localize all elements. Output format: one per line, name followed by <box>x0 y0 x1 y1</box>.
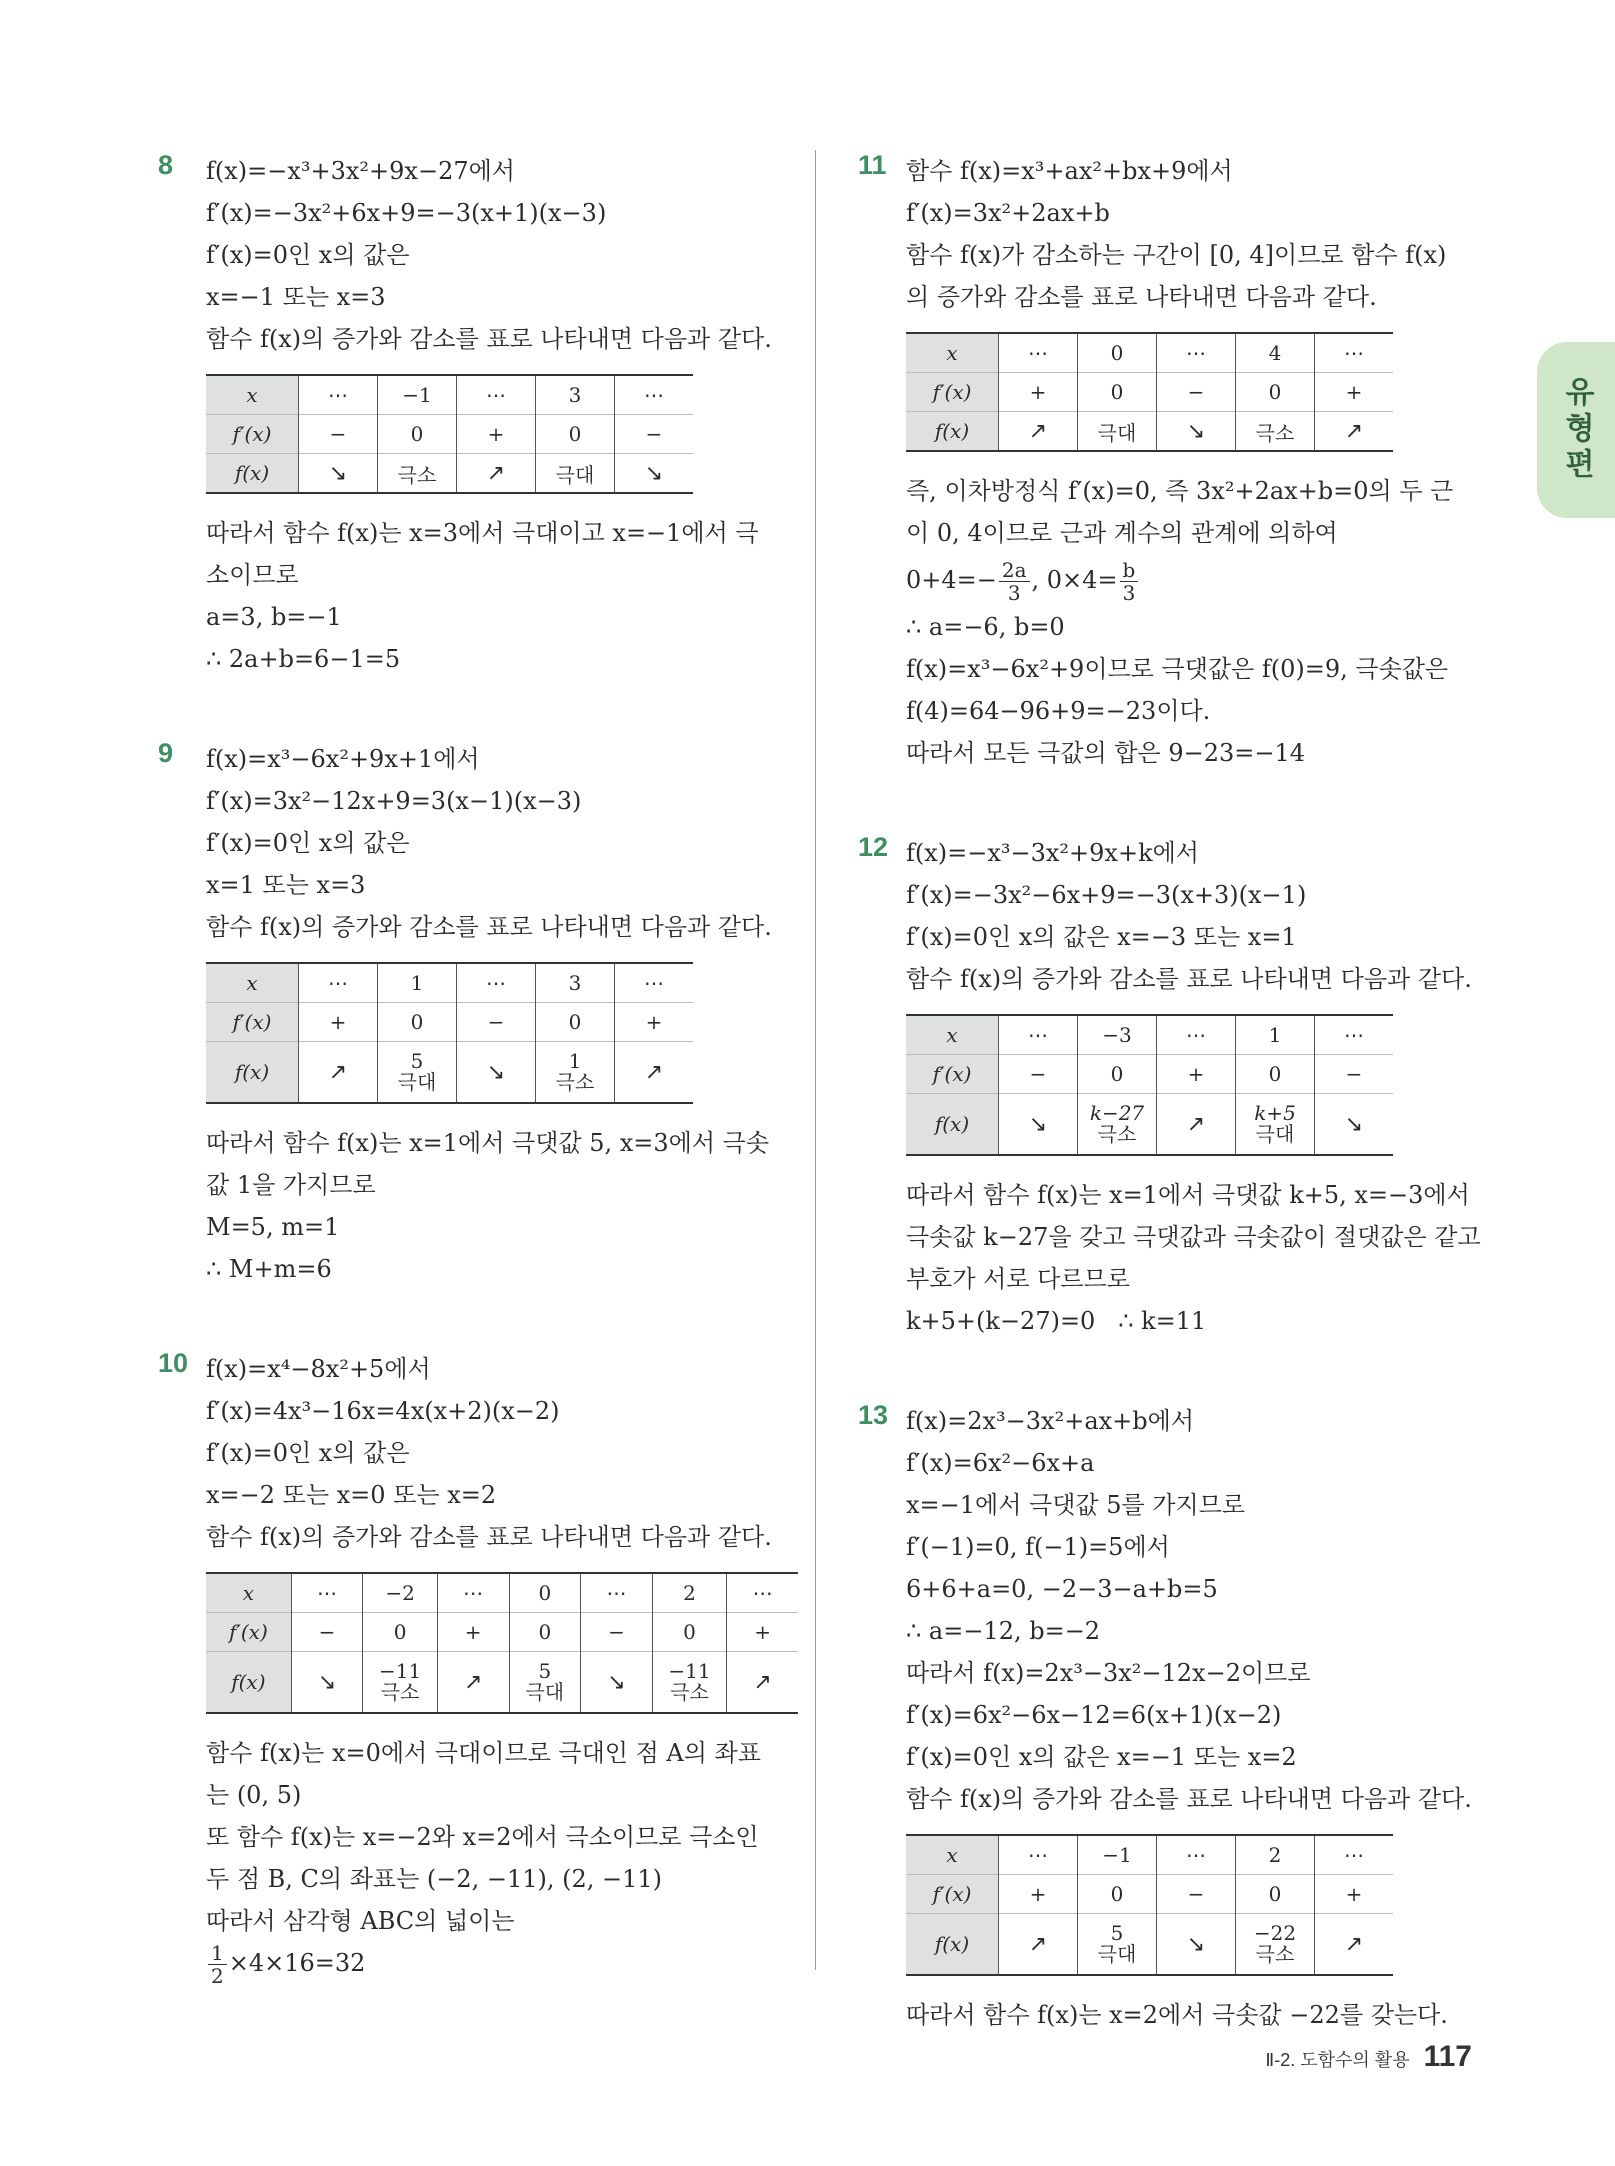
solution-line: f′(x)=0인 x의 값은 <box>206 241 410 269</box>
solution-line: 함수 f(x)의 증가와 감소를 표로 나타내면 다음과 같다. <box>206 1523 772 1551</box>
table-cell: 0 <box>1236 1055 1315 1094</box>
table-header: f(x) <box>206 1042 299 1104</box>
table-cell: ⋯ <box>727 1573 798 1613</box>
solution-line: 는 (0, 5) <box>206 1781 302 1809</box>
increasing-arrow-icon: ↗ <box>1315 412 1394 452</box>
table-header: f′(x) <box>206 415 299 454</box>
decreasing-arrow-icon: ↘ <box>299 454 378 494</box>
table-cell: − <box>457 1003 536 1042</box>
solution-line: 따라서 삼각형 ABC의 넓이는 <box>206 1907 515 1935</box>
solution-line: 함수 f(x)가 감소하는 구간이 [0, 4]이므로 함수 f(x) <box>906 241 1447 269</box>
answer-line: ∴ M+m=6 <box>206 1255 332 1283</box>
sign-table <box>906 1834 1393 1976</box>
solution-line: 또 함수 f(x)는 x=−2와 x=2에서 극소이므로 극소인 <box>206 1823 759 1851</box>
decreasing-arrow-icon: ↘ <box>615 454 694 494</box>
increasing-arrow-icon: ↗ <box>615 1042 694 1104</box>
decreasing-arrow-icon: ↘ <box>291 1652 363 1714</box>
table-cell: ⋯ <box>581 1573 653 1613</box>
table-cell: −2 <box>363 1573 437 1613</box>
solution-line: f(x)=2x³−3x²+ax+b에서 <box>906 1407 1195 1435</box>
table-cell: ⋯ <box>1315 1015 1394 1055</box>
solution-line: f′(x)=6x²−6x−12=6(x+1)(x−2) <box>906 1701 1282 1729</box>
solution-line: f′(x)=0인 x의 값은 <box>206 829 410 857</box>
table-cell: + <box>457 415 536 454</box>
table-cell <box>536 1042 615 1104</box>
table-cell: −1 <box>1078 1835 1157 1875</box>
table-header: x <box>906 1835 999 1875</box>
table-cell: 0 <box>509 1613 581 1652</box>
solution-line: 함수 f(x)=x³+ax²+bx+9에서 <box>906 157 1233 185</box>
increasing-arrow-icon: ↗ <box>1157 1094 1236 1156</box>
numerator: 1 <box>208 1942 227 1965</box>
table-header: f(x) <box>206 454 299 494</box>
answer-line: 따라서 함수 f(x)는 x=2에서 극솟값 −22를 갖는다. <box>906 2001 1448 2029</box>
solution-line: M=5, m=1 <box>206 1213 340 1241</box>
decreasing-arrow-icon: ↘ <box>457 1042 536 1104</box>
extreme-value: −11 <box>668 1659 711 1683</box>
table-header: x <box>206 375 299 415</box>
solution-line: 의 증가와 감소를 표로 나타내면 다음과 같다. <box>906 283 1377 311</box>
table-cell <box>1236 1914 1315 1976</box>
table-header: f(x) <box>206 1652 291 1714</box>
table-cell: + <box>437 1613 509 1652</box>
table-header: f(x) <box>906 1914 999 1976</box>
solution-line: x=−2 또는 x=0 또는 x=2 <box>206 1481 497 1509</box>
extreme-label: 극대 <box>525 1682 565 1704</box>
solution-line: f′(x)=6x²−6x+a <box>906 1449 1095 1477</box>
solution-line: f(4)=64−96+9=−23이다. <box>906 697 1211 725</box>
table-cell: 극대 <box>536 454 615 494</box>
solution-line: 함수 f(x)의 증가와 감소를 표로 나타내면 다음과 같다. <box>906 965 1472 993</box>
problem-12 <box>858 832 1498 1342</box>
fraction <box>208 1942 227 1987</box>
table-cell: 극소 <box>1236 412 1315 452</box>
solution-line: f′(x)=3x²−12x+9=3(x−1)(x−3) <box>206 787 582 815</box>
column-divider <box>815 150 816 1970</box>
answer-line <box>206 1942 798 1987</box>
table-cell: ⋯ <box>1157 333 1236 373</box>
answer-text: ×4×16=32 <box>228 1949 366 1977</box>
table-cell: 0 <box>378 415 457 454</box>
problem-number: 11 <box>858 150 887 180</box>
solution-line: f(x)=−x³+3x²+9x−27에서 <box>206 157 515 185</box>
increasing-arrow-icon: ↗ <box>999 1914 1078 1976</box>
table-cell <box>363 1652 437 1714</box>
table-cell: 3 <box>536 963 615 1003</box>
table-cell <box>378 1042 457 1104</box>
page-number: 117 <box>1423 2040 1472 2073</box>
fraction <box>999 559 1030 604</box>
table-header: x <box>906 333 999 373</box>
problem-number: 12 <box>858 832 889 862</box>
table-cell: 0 <box>1078 333 1157 373</box>
table-cell: + <box>999 1875 1078 1914</box>
solution-line: f′(x)=4x³−16x=4x(x+2)(x−2) <box>206 1397 560 1425</box>
table-cell: 1 <box>1236 1015 1315 1055</box>
answer-line: 따라서 모든 극값의 합은 9−23=−14 <box>906 739 1306 767</box>
table-cell: + <box>727 1613 798 1652</box>
sign-table <box>206 1572 798 1714</box>
table-header: f′(x) <box>906 1055 999 1094</box>
right-column <box>858 150 1498 2094</box>
table-cell: − <box>291 1613 363 1652</box>
solution-line: f(x)=x³−6x²+9이므로 극댓값은 f(0)=9, 극솟값은 <box>906 655 1449 683</box>
extreme-value: 5 <box>1110 1921 1124 1945</box>
increasing-arrow-icon: ↗ <box>437 1652 509 1714</box>
table-cell: − <box>999 1055 1078 1094</box>
solution-line: 함수 f(x)는 x=0에서 극대이므로 극대인 점 A의 좌표 <box>206 1739 761 1767</box>
table-cell: 0 <box>1078 1055 1157 1094</box>
table-cell: − <box>1157 1875 1236 1914</box>
table-cell: 0 <box>378 1003 457 1042</box>
problem-8 <box>158 150 798 680</box>
table-cell <box>652 1652 726 1714</box>
table-header: f′(x) <box>906 1875 999 1914</box>
solution-line: 따라서 함수 f(x)는 x=1에서 극댓값 k+5, x=−3에서 <box>906 1181 1470 1209</box>
solution-line: a=3, b=−1 <box>206 603 342 631</box>
table-cell: 0 <box>1236 373 1315 412</box>
page-footer <box>1265 2040 1472 2074</box>
table-cell: ⋯ <box>1157 1015 1236 1055</box>
table-cell: + <box>1157 1055 1236 1094</box>
table-cell: ⋯ <box>299 963 378 1003</box>
table-cell: + <box>1315 1875 1394 1914</box>
table-cell: + <box>999 373 1078 412</box>
side-tab-label: 유형편 <box>1559 376 1594 484</box>
sign-table <box>906 1014 1393 1156</box>
extreme-label: 극소 <box>555 1072 595 1094</box>
extreme-value: 5 <box>410 1049 424 1073</box>
equation-line <box>906 554 1498 606</box>
table-cell <box>1236 1094 1315 1156</box>
solution-line: 함수 f(x)의 증가와 감소를 표로 나타내면 다음과 같다. <box>206 913 772 941</box>
table-cell <box>1078 1914 1157 1976</box>
table-header: x <box>206 963 299 1003</box>
problem-11 <box>858 150 1498 774</box>
extreme-value: k−27 <box>1089 1101 1145 1125</box>
decreasing-arrow-icon: ↘ <box>1315 1094 1394 1156</box>
table-cell: ⋯ <box>299 375 378 415</box>
table-cell <box>509 1652 581 1714</box>
table-header: f(x) <box>906 1094 999 1156</box>
solution-line: 극솟값 k−27을 갖고 극댓값과 극솟값이 절댓값은 같고 <box>906 1223 1481 1251</box>
table-cell: − <box>615 415 694 454</box>
solution-line: x=−1 또는 x=3 <box>206 283 386 311</box>
sign-table <box>206 962 693 1104</box>
decreasing-arrow-icon: ↘ <box>581 1652 653 1714</box>
solution-line: 부호가 서로 다르므로 <box>906 1265 1130 1293</box>
sign-table <box>906 332 1393 452</box>
solution-line: 따라서 함수 f(x)는 x=1에서 극댓값 5, x=3에서 극솟 <box>206 1129 770 1157</box>
solution-line: 함수 f(x)의 증가와 감소를 표로 나타내면 다음과 같다. <box>906 1785 1472 1813</box>
numerator: b <box>1120 559 1139 582</box>
problem-13 <box>858 1400 1498 2036</box>
table-cell: 2 <box>1236 1835 1315 1875</box>
solution-line: 즉, 이차방정식 f′(x)=0, 즉 3x²+2ax+b=0의 두 근 <box>906 477 1454 505</box>
solution-line: f′(x)=0인 x의 값은 <box>206 1439 410 1467</box>
solution-line: f′(x)=0인 x의 값은 x=−3 또는 x=1 <box>906 923 1297 951</box>
table-cell: + <box>1315 373 1394 412</box>
table-cell: ⋯ <box>999 333 1078 373</box>
table-cell: ⋯ <box>291 1573 363 1613</box>
equation-text: , 0×4= <box>1031 566 1118 594</box>
table-cell: −1 <box>378 375 457 415</box>
solution-line: x=1 또는 x=3 <box>206 871 366 899</box>
solution-line: f′(−1)=0, f(−1)=5에서 <box>906 1533 1170 1561</box>
sign-table <box>206 374 693 494</box>
solution-line: 함수 f(x)의 증가와 감소를 표로 나타내면 다음과 같다. <box>206 325 772 353</box>
extreme-value: 1 <box>568 1049 582 1073</box>
increasing-arrow-icon: ↗ <box>999 412 1078 452</box>
extreme-value: k+5 <box>1254 1101 1296 1125</box>
side-tab <box>1537 342 1615 518</box>
table-cell: 0 <box>1078 1875 1157 1914</box>
solution-line: f′(x)=−3x²+6x+9=−3(x+1)(x−3) <box>206 199 607 227</box>
extreme-label: 극소 <box>670 1682 709 1704</box>
answer-line: ∴ 2a+b=6−1=5 <box>206 645 401 673</box>
table-cell: ⋯ <box>437 1573 509 1613</box>
table-header: f′(x) <box>206 1003 299 1042</box>
table-cell: 극대 <box>1078 412 1157 452</box>
extreme-label: 극대 <box>1097 1944 1137 1966</box>
extreme-value: 5 <box>538 1659 552 1683</box>
solution-line: f′(x)=−3x²−6x+9=−3(x+3)(x−1) <box>906 881 1307 909</box>
solution-line: 따라서 함수 f(x)는 x=3에서 극대이고 x=−1에서 극 <box>206 519 759 547</box>
table-cell: − <box>581 1613 653 1652</box>
problem-number: 13 <box>858 1400 889 1430</box>
table-cell: ⋯ <box>1157 1835 1236 1875</box>
equation-text: 0+4=− <box>906 566 997 594</box>
increasing-arrow-icon: ↗ <box>299 1042 378 1104</box>
table-cell: 2 <box>652 1573 726 1613</box>
solution-line: 소이므로 <box>206 561 299 589</box>
extreme-label: 극소 <box>380 1682 420 1704</box>
table-header: x <box>906 1015 999 1055</box>
solution-line: 따라서 f(x)=2x³−3x²−12x−2이므로 <box>906 1659 1311 1687</box>
table-cell: 극소 <box>378 454 457 494</box>
problem-number: 10 <box>158 1348 189 1378</box>
table-cell: ⋯ <box>615 963 694 1003</box>
table-cell: 0 <box>363 1613 437 1652</box>
increasing-arrow-icon: ↗ <box>727 1652 798 1714</box>
table-cell: + <box>615 1003 694 1042</box>
denominator: 2 <box>211 1964 224 1988</box>
solution-line: ∴ a=−12, b=−2 <box>906 1617 1101 1645</box>
problem-number: 9 <box>158 738 174 768</box>
table-header: f′(x) <box>206 1613 291 1652</box>
table-header: f′(x) <box>906 373 999 412</box>
table-cell: 3 <box>536 375 615 415</box>
solution-line: 두 점 B, C의 좌표는 (−2, −11), (2, −11) <box>206 1865 663 1893</box>
table-cell: 0 <box>536 1003 615 1042</box>
solution-line: f′(x)=3x²+2ax+b <box>906 199 1110 227</box>
section-label: Ⅱ-2. 도함수의 활용 <box>1265 2050 1410 2070</box>
table-cell: ⋯ <box>615 375 694 415</box>
table-cell: − <box>299 415 378 454</box>
numerator: 2a <box>999 559 1030 582</box>
answer-line: k+5+(k−27)=0 ∴ k=11 <box>906 1307 1207 1335</box>
solution-line: 값 1을 가지므로 <box>206 1171 376 1199</box>
solution-line: ∴ a=−6, b=0 <box>906 613 1065 641</box>
solution-line: 이 0, 4이므로 근과 계수의 관계에 의하여 <box>906 519 1338 547</box>
table-header: x <box>206 1573 291 1613</box>
decreasing-arrow-icon: ↘ <box>999 1094 1078 1156</box>
table-cell: 0 <box>536 415 615 454</box>
denominator: 3 <box>1122 581 1136 605</box>
table-cell: −3 <box>1078 1015 1157 1055</box>
extreme-label: 극소 <box>1255 1944 1295 1966</box>
extreme-label: 극대 <box>1255 1124 1295 1146</box>
solution-line: f(x)=−x³−3x²+9x+k에서 <box>906 839 1199 867</box>
table-cell: ⋯ <box>457 375 536 415</box>
table-cell: ⋯ <box>1315 333 1394 373</box>
table-cell: 1 <box>378 963 457 1003</box>
table-cell: 0 <box>1078 373 1157 412</box>
decreasing-arrow-icon: ↘ <box>1157 1914 1236 1976</box>
table-cell: − <box>1315 1055 1394 1094</box>
table-cell: − <box>1157 373 1236 412</box>
table-cell: + <box>299 1003 378 1042</box>
table-cell: 0 <box>509 1573 581 1613</box>
solution-line: f′(x)=0인 x의 값은 x=−1 또는 x=2 <box>906 1743 1297 1771</box>
extreme-label: 극대 <box>397 1072 437 1094</box>
table-cell: ⋯ <box>999 1015 1078 1055</box>
solution-line: x=−1에서 극댓값 5를 가지므로 <box>906 1491 1246 1519</box>
table-cell: ⋯ <box>457 963 536 1003</box>
solution-line: f(x)=x⁴−8x²+5에서 <box>206 1355 431 1383</box>
problem-10 <box>158 1348 798 1987</box>
solution-line: f(x)=x³−6x²+9x+1에서 <box>206 745 480 773</box>
table-cell: 0 <box>652 1613 726 1652</box>
extreme-value: −22 <box>1253 1921 1297 1945</box>
table-cell: ⋯ <box>1315 1835 1394 1875</box>
table-cell: ⋯ <box>999 1835 1078 1875</box>
solution-line: 6+6+a=0, −2−3−a+b=5 <box>906 1575 1218 1603</box>
left-column <box>158 150 798 2045</box>
table-cell <box>1078 1094 1157 1156</box>
table-cell: 0 <box>1236 1875 1315 1914</box>
denominator: 3 <box>1007 581 1021 605</box>
table-cell: 4 <box>1236 333 1315 373</box>
table-header: f(x) <box>906 412 999 452</box>
increasing-arrow-icon: ↗ <box>457 454 536 494</box>
problem-number: 8 <box>158 150 174 180</box>
extreme-label: 극소 <box>1097 1124 1137 1146</box>
decreasing-arrow-icon: ↘ <box>1157 412 1236 452</box>
fraction <box>1120 559 1139 604</box>
problem-9 <box>158 738 798 1290</box>
extreme-value: −11 <box>379 1659 422 1683</box>
increasing-arrow-icon: ↗ <box>1315 1914 1394 1976</box>
